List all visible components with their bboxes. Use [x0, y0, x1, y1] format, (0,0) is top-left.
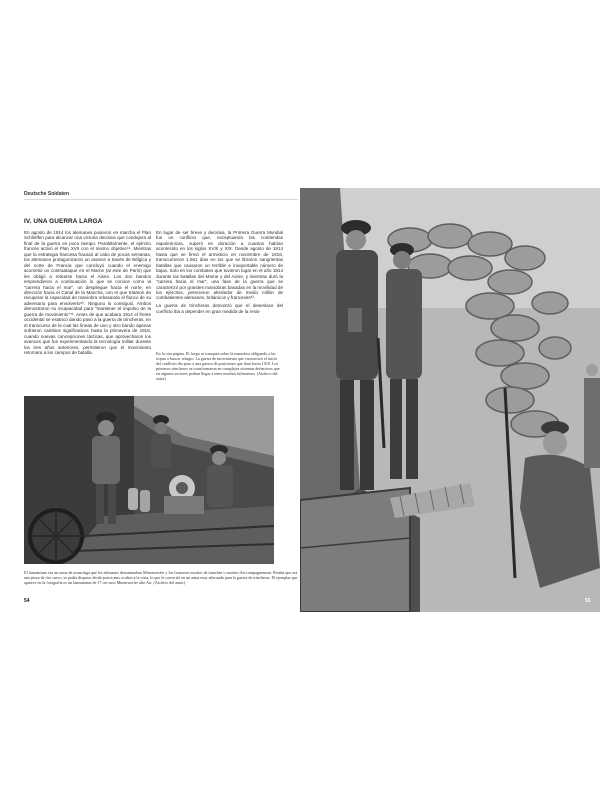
photo-caption: El lanzaminas era un arma de avancinga que los alemanes denominaban Minenwerfer y los franceses mortier de tranchée o mortier d'accompagnement. Pesaba que era una pieza de tiro curvo, se podía disparar desde posiciones ocultas a la vista, lo que le convirtió en un arma muy adecuada para la guerra de trincheras. El ejemplar que aparece en la fotografía es un lanzaminas de 17 cm ruso Minenwerfer alto Art. (Archivo del autor): [24, 570, 298, 585]
photo-trench: [300, 188, 600, 612]
text-column-right: [156, 230, 283, 317]
paragraph: En lugar de ser breve y decisiva, la Primera Guerra Mundial fue un conflicto que, exceptuando las contiendas napoleónicas, superó en duración a cuantos habían acontecido en los siglos XVIII y XIX. Desde agosto de 1914 hasta que se firmó el armisticio en noviembre de 1918, transcurrieron 1.561 días en los que se libraron sangrientas batallas que causaron un terrible e insoportable número de bajas. Solo en los combates que tuvieron lugar en el año 1914 durante las batallas del Marne y del Aisne, y mientras duró la "carrera hacia el mar", una fase de la guerra que se caracterizó por grandes maniobras basadas en la movilidad de los ejércitos, perecieron alrededor de medio millón de combatientes alemanes, británicos y franceses⁵².: [156, 230, 283, 301]
section-title: IV. UNA GUERRA LARGA: [24, 218, 103, 225]
page-number-left: 54: [24, 598, 30, 604]
page-number-right: 55: [585, 598, 591, 604]
header-rule: [24, 199, 298, 200]
text-column-left: [24, 230, 151, 358]
paragraph: En agosto de 1914 los alemanes pusieron en marcha el Plan Schlieffen para alcanzar una victoria decisiva que condujera al final de la guerra en poco tiempo. Paralelamente, el ejército francés activó el Plan XVII con el mismo objetivo⁴⁹. Mientras que la estrategia francesa fracasó al cabo de pocas semanas, los alemanes protagonizaron un avance a través de Bélgica y del norte de Francia que concluyó cuando el enemigo acometió un contraataque en el Marne (al este de París) que les obligó a retirarse hacia el Aisne. Los dos bandos emprendieron a continuación lo que se conoce como la "carrera hacia el mar", un despliegue hacia el norte, en dirección hacia el Canal de la Mancha, con el que trataron de recuperar la capacidad de maniobra rebasando el flanco de su adversario para envolverlo⁵⁰. Ninguno lo consiguió. Ambos demostraron su incapacidad para "mantener el impulso de la guerra de movimiento"⁵¹. Antes de que acabara 1914 el frente occidental se estancó dando paso a la guerra de trincheras, en el transcurso de la cual las líneas de uno y otro bando apenas sufrieron cambios significativos hasta la primavera de 1918, cuando nuevas concepciones tácticas, que aprovecharon los avances que fue experimentando la tecnología militar durante los tres años anteriores, permitieron que el movimiento retornara a los campos de batalla.: [24, 230, 151, 355]
paragraph: La guerra de trincheras demostró que el desenlace del conflicto iba a depender en gran medida de la resis-: [156, 303, 283, 314]
left-page: [24, 188, 298, 608]
photo-minenwerfer: [24, 396, 274, 564]
photo-caption-facing: En la otra página. El fuego se tranquea sobre la maniobra obligando a las tropas a buscar refugio. La guerra de movimiento que caracterizó el inicio del conflicto dio paso a una guerra de posiciones que duró hasta 1918. Los primeros trincheros se transformaron en complejos sistemas defensivos que en algunos sectores podían llegar a tener muchos kilómetros. (Archivo del autor): [156, 351, 280, 381]
photo-minenwerfer-illustration: [24, 396, 274, 564]
photo-trench-illustration: [300, 188, 600, 612]
running-head: Deutsche Soldaten: [24, 191, 70, 197]
